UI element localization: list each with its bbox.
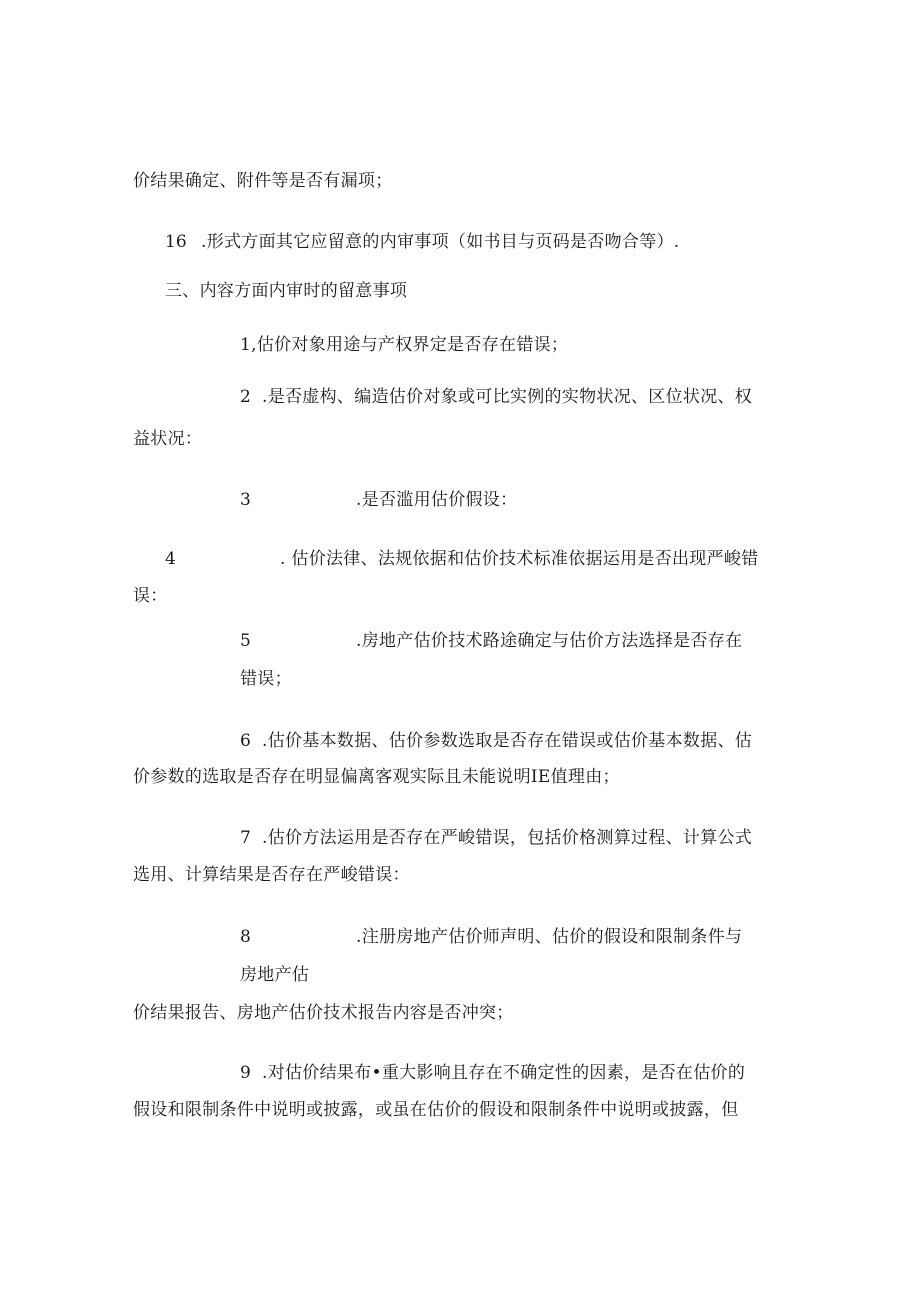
item-number: 8 xyxy=(240,927,251,947)
item-text: .形式方面其它应留意的内审事项（如书目与页码是否吻合等）. xyxy=(201,232,680,252)
item-text: .是否虚构、编造估价对象或可比实例的实物状况、区位状况、权 xyxy=(262,387,753,407)
paragraph-line: 价结果确定、附件等是否有漏项； xyxy=(133,171,393,191)
item-text: . 估价法律、法规依据和估价技术标准依据运用是否出现严峻错 xyxy=(280,549,759,569)
item-number: 5 xyxy=(240,631,251,651)
item-number: 4 xyxy=(165,549,176,569)
item-number: 16 xyxy=(165,232,187,252)
item-continuation: 误： xyxy=(133,586,168,606)
item-continuation: 价结果报告、房地产估价技术报告内容是否冲突； xyxy=(133,1003,514,1023)
item-continuation: 价参数的选取是否存在明显偏离客观实际且未能说明IE值理由； xyxy=(133,767,620,787)
item-text: 1,估价对象用途与产权界定是否存在错误； xyxy=(240,335,569,355)
item-continuation: 益状况： xyxy=(133,429,203,449)
section-heading: 三、内容方面内审时的留意事项 xyxy=(165,281,408,301)
item-continuation: 错误； xyxy=(240,669,292,689)
item-number: 6 xyxy=(240,731,251,751)
item-text: .注册房地产估价师声明、估价的假设和限制条件与 xyxy=(356,927,743,947)
item-continuation: 假设和限制条件中说明或披露，或虽在估价的假设和限制条件中说明或披露，但 xyxy=(133,1100,739,1120)
item-text: .估价方法运用是否存在严峻错误，包括价格测算过程、计算公式 xyxy=(262,828,753,848)
item-continuation: 房地产估 xyxy=(240,965,310,985)
item-number: 2 xyxy=(240,387,251,407)
item-text: .房地产估价技术路途确定与估价方法选择是否存在 xyxy=(356,631,743,651)
item-continuation: 选用、计算结果是否存在严峻错误： xyxy=(133,865,410,885)
item-text: .对估价结果布•重大影响且存在不确定性的因素，是否在估价的 xyxy=(262,1063,746,1083)
item-number: 9 xyxy=(240,1063,251,1083)
item-text: .估价基本数据、估价参数选取是否存在错误或估价基本数据、估 xyxy=(262,731,753,751)
item-text: .是否滥用估价假设： xyxy=(356,490,518,510)
item-number: 7 xyxy=(240,828,251,848)
item-number: 3 xyxy=(240,490,251,510)
